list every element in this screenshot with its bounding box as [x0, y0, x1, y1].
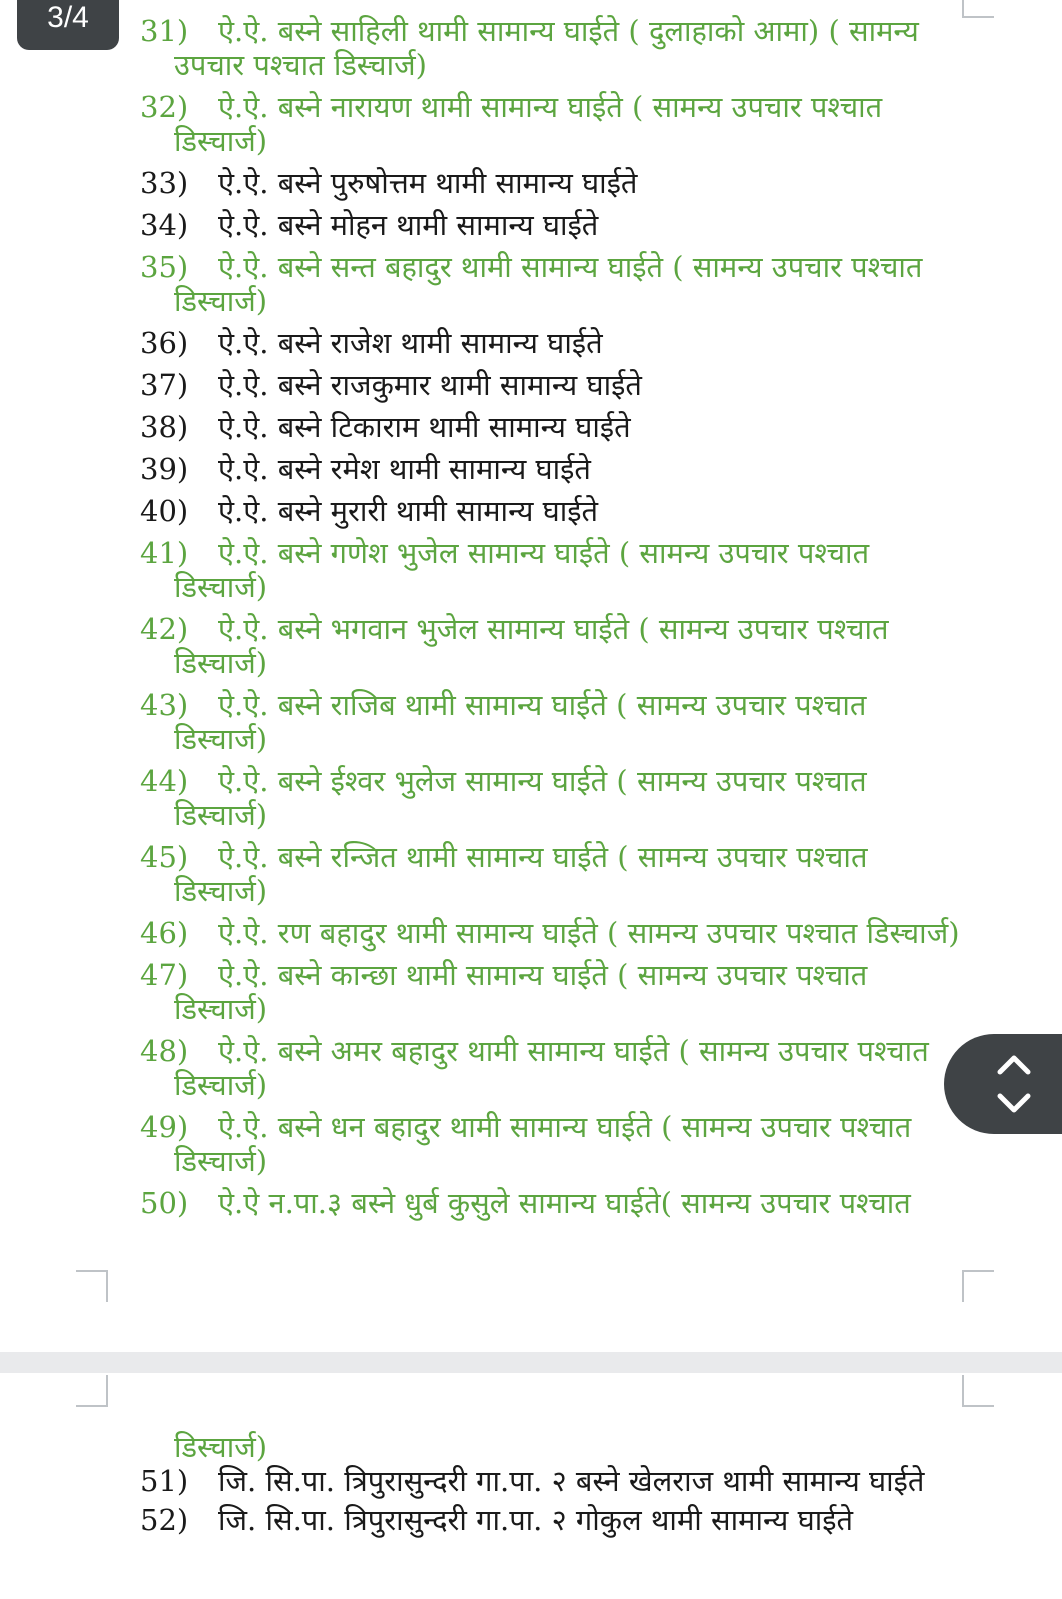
item-text: ऐ.ऐ. बस्ने राजिब थामी सामान्य घाईते ( सामन्य उपचार पश्चात डिस्चार्ज)	[174, 688, 867, 756]
item-text: ऐ.ऐ. बस्ने मोहन थामी सामान्य घाईते	[218, 208, 599, 242]
item-text: ऐ.ऐ. बस्ने साहिली थामी सामान्य घाईते ( दुलाहाको आमा) ( सामन्य उपचार पश्चात डिस्चार्ज)	[174, 14, 919, 82]
item-text: ऐ.ऐ. बस्ने रमेश थामी सामान्य घाईते	[218, 452, 591, 486]
item-text: ऐ.ऐ. बस्ने भगवान भुजेल सामान्य घाईते ( सामन्य उपचार पश्चात डिस्चार्ज)	[174, 612, 889, 680]
item-number: 51)	[140, 1464, 189, 1498]
list-item	[140, 410, 962, 444]
crop-mark-top-right	[962, 0, 994, 18]
item-text: ऐ.ऐ. बस्ने टिकाराम थामी सामान्य घाईते	[218, 410, 631, 444]
item-text: ऐ.ऐ न.पा.३ बस्ने धुर्ब कुसुले सामान्य घाईते( सामन्य उपचार पश्चात	[218, 1186, 911, 1220]
item-text: ऐ.ऐ. बस्ने रन्जित थामी सामान्य घाईते ( सामन्य उपचार पश्चात डिस्चार्ज)	[174, 840, 868, 908]
item-number: 34)	[140, 208, 189, 242]
item-text: ऐ.ऐ. बस्ने ईश्वर भुलेज सामान्य घाईते ( सामन्य उपचार पश्चात डिस्चार्ज)	[174, 764, 867, 832]
list-item	[140, 368, 962, 402]
item-number: 31)	[140, 14, 189, 48]
item-text: ऐ.ऐ. बस्ने नारायण थामी सामान्य घाईते ( सामन्य उपचार पश्चात डिस्चार्ज)	[174, 90, 883, 158]
list-item	[140, 1034, 962, 1102]
list-item	[140, 452, 962, 486]
item-number: 47)	[140, 958, 189, 992]
page-gap	[0, 1352, 1062, 1373]
list-item	[140, 958, 962, 1026]
item-text: ऐ.ऐ. बस्ने राजेश थामी सामान्य घाईते	[218, 326, 603, 360]
item-number: 37)	[140, 368, 189, 402]
item-text: ऐ.ऐ. बस्ने मुरारी थामी सामान्य घाईते	[218, 494, 599, 528]
item-text: ऐ.ऐ. बस्ने अमर बहादुर थामी सामान्य घाईते ( सामन्य उपचार पश्चात डिस्चार्ज)	[174, 1034, 929, 1102]
list-item	[140, 1186, 962, 1220]
item-number: 32)	[140, 90, 189, 124]
item-number: 43)	[140, 688, 189, 722]
item-number: 42)	[140, 612, 189, 646]
item-text: ऐ.ऐ. रण बहादुर थामी सामान्य घाईते ( सामन्य उपचार पश्चात डिस्चार्ज)	[218, 916, 960, 950]
list-item	[140, 494, 962, 528]
item-number: 33)	[140, 166, 189, 200]
page-indicator: 3/4	[17, 0, 119, 50]
continuation-text: डिस्चार्ज)	[174, 1430, 268, 1464]
item-text: ऐ.ऐ. बस्ने सन्त बहादुर थामी सामान्य घाईते ( सामन्य उपचार पश्चात डिस्चार्ज)	[174, 250, 923, 318]
crop-mark-bottom-left	[76, 1270, 108, 1302]
list-item	[140, 764, 962, 832]
page-navigation-control[interactable]	[944, 1034, 1062, 1134]
item-text: जि. सि.पा. त्रिपुरासुन्दरी गा.पा. २ गोकुल थामी सामान्य घाईते	[218, 1503, 853, 1537]
list-item	[140, 166, 962, 200]
item-number: 38)	[140, 410, 189, 444]
item-number: 45)	[140, 840, 189, 874]
list-item	[140, 840, 962, 908]
list-item	[140, 688, 962, 756]
document-page-4	[0, 1373, 1062, 1599]
item-number: 44)	[140, 764, 189, 798]
item-text: जि. सि.पा. त्रिपुरासुन्दरी गा.पा. २ बस्ने खेलराज थामी सामान्य घाईते	[218, 1464, 925, 1498]
list-item	[140, 612, 962, 680]
crop-mark-top-left	[76, 1375, 108, 1407]
list-item	[140, 536, 962, 604]
item-number: 36)	[140, 326, 189, 360]
item-text: ऐ.ऐ. बस्ने राजकुमार थामी सामान्य घाईते	[218, 368, 642, 402]
list-item	[140, 1464, 962, 1498]
item-number: 46)	[140, 916, 189, 950]
list-item	[140, 916, 962, 950]
item-number: 40)	[140, 494, 189, 528]
item-number: 50)	[140, 1186, 189, 1220]
item-number: 39)	[140, 452, 189, 486]
list-item	[140, 326, 962, 360]
item-text: ऐ.ऐ. बस्ने कान्छा थामी सामान्य घाईते ( सामन्य उपचार पश्चात डिस्चार्ज)	[174, 958, 868, 1026]
item-text: ऐ.ऐ. बस्ने पुरुषोत्तम थामी सामान्य घाईते	[218, 166, 638, 200]
chevron-down-icon[interactable]	[994, 1084, 1034, 1124]
injured-list-continued	[140, 1430, 962, 1542]
chevron-up-icon[interactable]	[994, 1044, 1034, 1084]
list-item	[140, 1110, 962, 1178]
item-number: 49)	[140, 1110, 189, 1144]
item-number: 35)	[140, 250, 189, 284]
list-item	[140, 250, 962, 318]
item-number: 41)	[140, 536, 189, 570]
item-text: ऐ.ऐ. बस्ने गणेश भुजेल सामान्य घाईते ( सामन्य उपचार पश्चात डिस्चार्ज)	[174, 536, 870, 604]
item-number: 52)	[140, 1503, 189, 1537]
injured-list	[140, 14, 962, 1228]
item-text: ऐ.ऐ. बस्ने धन बहादुर थामी सामान्य घाईते ( सामन्य उपचार पश्चात डिस्चार्ज)	[174, 1110, 912, 1178]
crop-mark-bottom-right	[962, 1270, 994, 1302]
list-item	[140, 14, 962, 82]
list-item	[140, 90, 962, 158]
list-item	[140, 1503, 962, 1537]
crop-mark-top-right	[962, 1375, 994, 1407]
list-item	[140, 208, 962, 242]
item-number: 48)	[140, 1034, 189, 1068]
